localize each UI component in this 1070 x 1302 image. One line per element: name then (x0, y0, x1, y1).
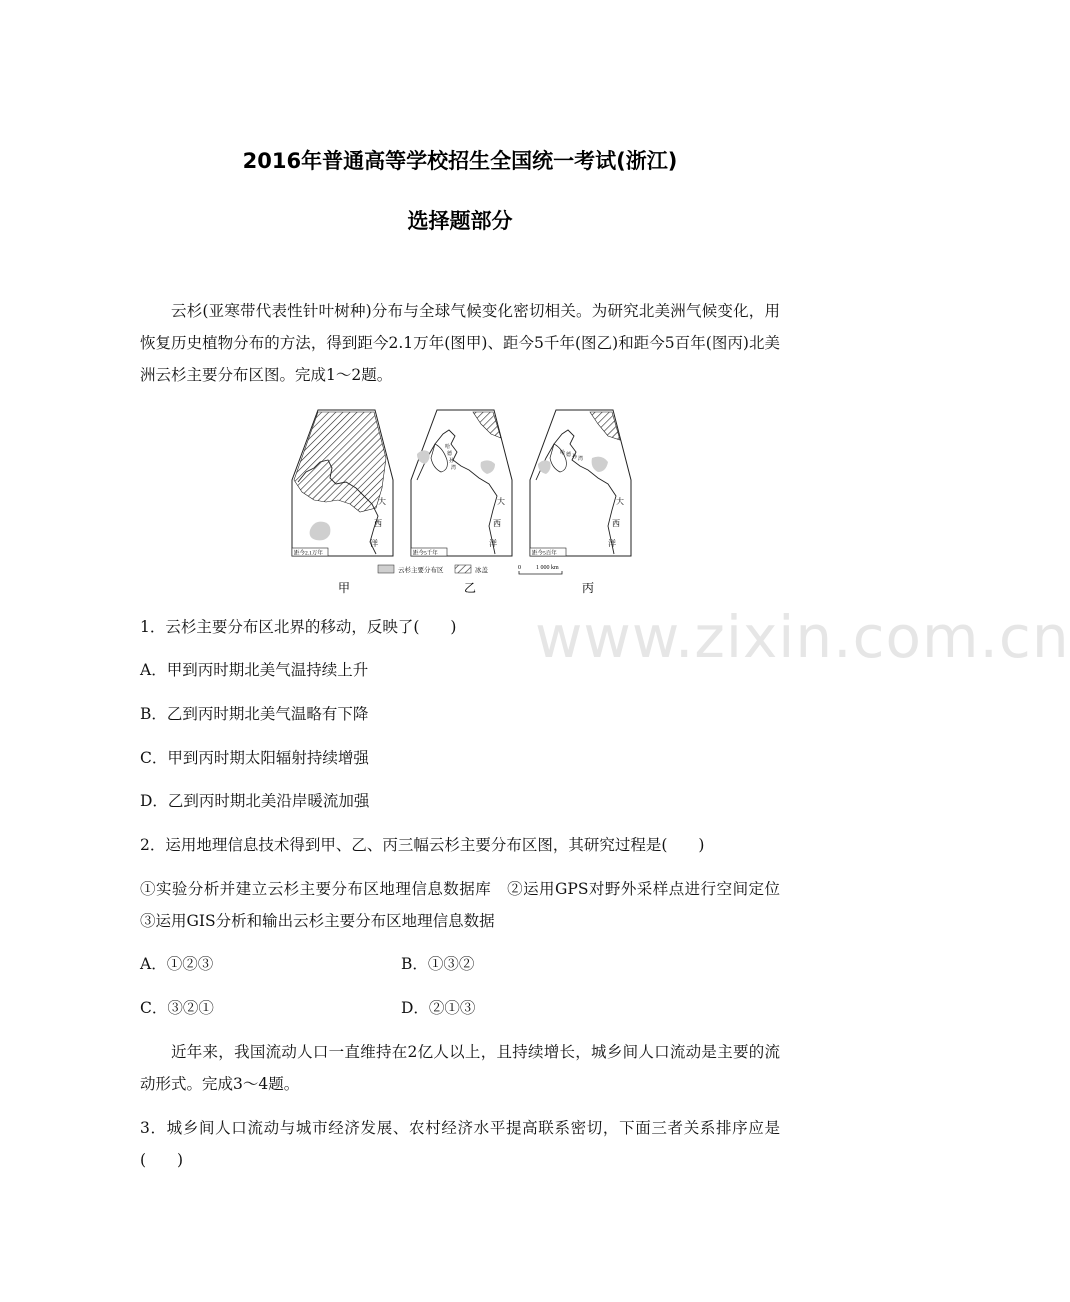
caption-jia: 甲 (338, 581, 351, 595)
ocean-label-bing-3: 洋 (608, 539, 616, 548)
legend-swatch-spruce (378, 565, 394, 573)
question-2-option-d: D．②①③ (401, 999, 476, 1017)
ocean-label-yi-3: 洋 (489, 539, 497, 548)
intro-paragraph-2: 近年来，我国流动人口一直维持在2亿人以上，且持续增长，城乡间人口流动是主要的流动形式。完成3～4题。 (140, 1043, 780, 1093)
svg-text:湾: 湾 (578, 457, 584, 462)
question-3-stem: 3．城乡间人口流动与城市经济发展、农村经济水平提高联系密切，下面三者关系排序应是( ) (140, 1119, 780, 1169)
svg-text:德: 德 (447, 452, 453, 457)
question-2-option-b: B．①③② (401, 955, 475, 973)
spruce-distribution-figure (290, 408, 630, 598)
ocean-label-jia-1: 大 (378, 497, 386, 506)
section-title: 选择题部分 (407, 209, 513, 233)
bay-label-yi: 哈 (445, 445, 451, 450)
exam-title: 2016年普通高等学校招生全国统一考试(浙江) (242, 149, 678, 173)
question-1-stem: 1．云杉主要分布区北界的移动，反映了( ) (140, 618, 457, 636)
question-1-option-a: A．甲到丙时期北美气温持续上升 (140, 661, 369, 679)
caption-bing: 丙 (582, 581, 595, 595)
legend-swatch-ice (455, 565, 471, 573)
ocean-label-bing-1: 大 (616, 497, 624, 506)
ocean-label-yi-2: 西 (493, 519, 501, 528)
intro-paragraph-1: 云杉(亚寒带代表性针叶树种)分布与全球气候变化密切相关。为研究北美洲气候变化，用恢复历史植物分布的方法，得到距今2.1万年(图甲)、距今5千年(图乙)和距今5百年(图丙)北美洲云杉主要分布区图。完成1～2题。 (140, 302, 780, 384)
question-2-option-a: A．①②③ (140, 955, 214, 973)
map-yi (411, 410, 512, 557)
question-1-option-b: B．乙到丙时期北美气温略有下降 (140, 705, 369, 723)
scale-zero: 0 (518, 565, 521, 571)
legend-label-spruce: 云杉主要分布区 (398, 567, 444, 574)
legend-label-ice: 冰盖 (475, 567, 488, 574)
ocean-label-jia-2: 西 (374, 519, 382, 528)
period-label-bing: 距今5百年 (532, 550, 557, 557)
period-label-yi: 距今5千年 (413, 550, 438, 557)
ocean-label-jia-3: 洋 (370, 539, 378, 548)
ocean-label-bing-2: 西 (612, 519, 620, 528)
caption-yi: 乙 (464, 581, 477, 595)
question-2-stem: 2．运用地理信息技术得到甲、乙、丙三幅云杉主要分布区图，其研究过程是( ) (140, 836, 705, 854)
ocean-label-yi-1: 大 (497, 497, 505, 506)
site-watermark: www.zixin.com.cn (535, 603, 1070, 671)
question-1-option-c: C．甲到丙时期太阳辐射持续增强 (140, 749, 369, 767)
period-label-jia: 距今2.1万年 (294, 550, 323, 557)
map-legend (378, 565, 562, 574)
bay-label-bing: 哈 (560, 451, 566, 456)
map-jia (292, 410, 393, 557)
scale-text: 1 000 km (536, 565, 559, 571)
map-bing (530, 410, 631, 557)
svg-text:德: 德 (566, 453, 572, 458)
svg-text:孙: 孙 (572, 455, 578, 460)
question-2-option-c: C．③②① (140, 999, 214, 1017)
svg-text:孙: 孙 (449, 459, 455, 464)
question-1-option-d: D．乙到丙时期北美沿岸暖流加强 (140, 792, 370, 810)
question-2-steps: ①实验分析并建立云杉主要分布区地理信息数据库 ②运用GPS对野外采样点进行空间定位 ③运用GIS分析和输出云杉主要分布区地理信息数据 (140, 880, 796, 930)
scale-bar (519, 571, 562, 574)
svg-text:湾: 湾 (451, 466, 457, 471)
